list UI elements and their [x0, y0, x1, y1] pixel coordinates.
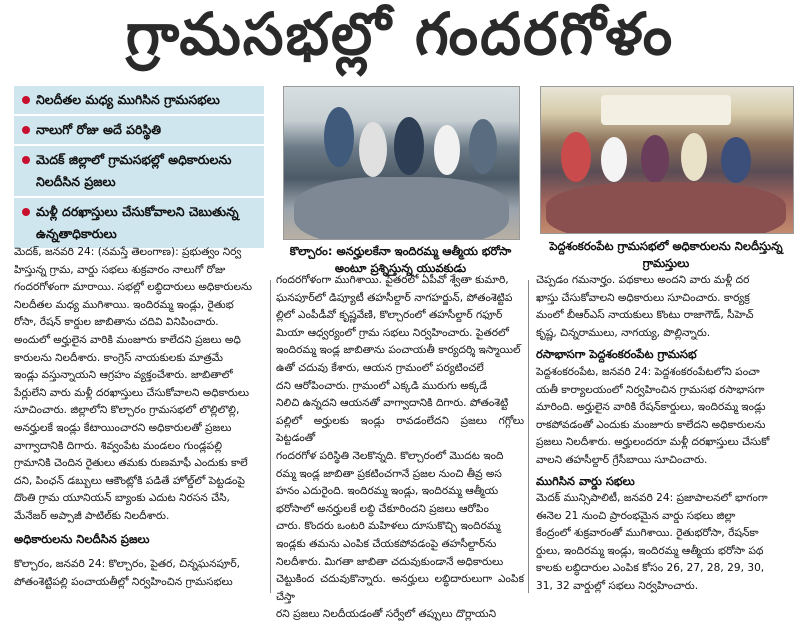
- text-line: ఉతో చదువు కేశారు, ఆయన గ్రామంలో పర్యటించలే: [276, 361, 484, 374]
- text-line: అందులో అర్హులైన వారికి మంజూరు కాలేదని ప్రజలు అధి: [14, 333, 241, 346]
- text-line: పేర్లులేని వారు మళ్లీ దరఖాస్తులు చేసుకోవాలని అధికారులు: [14, 386, 250, 399]
- text-line: చెట్టుకింద చదువుకొన్నారు. అనర్హులు లబ్ధిదారులుగా ఎంపిక చేస్తా: [276, 573, 524, 603]
- text-line: కాలకు లబ్ధిదారుల ఎంపిక కోసం 26, 27, 28, 29, 30,: [536, 562, 765, 575]
- text-line: ఇండ్లకు తమను ఎంపిక చేయకపోవడంపై తహసీల్దార్‌ను: [276, 537, 497, 550]
- bullet-dot-icon: [22, 208, 30, 216]
- text-line: పెద్దశంకరంపేట, జనవరి 24: పెద్దశంకరంపేటలోని పంచా: [536, 366, 760, 378]
- text-line: ఘనపూర్‌లో డిప్యూటీ తహసీల్దార్ నాగహర్జున్, పోతంశెట్టిప: [276, 291, 513, 304]
- column-divider: [270, 280, 271, 593]
- text-line: ఈనెల 21 నుంచి ప్రారంభమైన వార్డు సభలు జిల్లా: [536, 509, 736, 522]
- article-column-3-section-2: [536, 364, 792, 470]
- text-line: రాకపోవడంతో ఎందుకు మంజూరు కాలేదని అధికారులను: [536, 418, 766, 431]
- article-column-2: [276, 272, 524, 624]
- text-line: గందరగోళ పరిస్థితి నెలకొన్నది. కొల్చారంలో మొదట ఇంది: [276, 449, 504, 462]
- text-line: చెప్పడం గమనార్హం. పథకాలు అందని వారు మళ్లీ దర: [536, 274, 750, 286]
- highlight-text: నాలుగో రోజు అదే పరిస్థితి: [36, 122, 161, 137]
- text-line: నిలిచి ఉన్నదని ఆయనతో వాగ్వాదానికి దిగారు. పోతంశెట్టి: [276, 397, 509, 410]
- text-line: దొంతి గ్రామ యూనియన్ బ్యాంకు ఎదుట నిరసన చేసి,: [14, 492, 230, 505]
- bullet-dot-icon: [22, 96, 30, 104]
- text-line: నిలదీతల మధ్య ముగిశాయి. ఇందిరమ్మ ఇండ్లు, రైతుభ: [14, 298, 234, 311]
- text-line: వాగ్వాదానికి దిగారు. శివ్వంపేట మండలం గుండ్లపల్లి: [14, 439, 222, 452]
- text-line: మంలో బీఆర్ఎస్ నాయకులు కొంటు రాజాగౌడ్, సీహెచ్: [536, 309, 754, 322]
- text-line: రోసా, రేషన్ కార్డుల జాబితాను చదివి వినిపించారు.: [14, 316, 219, 329]
- text-line: 31, 32 వార్డుల్లో సభలు నిర్వహించారు.: [536, 579, 699, 592]
- text-line: గందరగోళంగా మారాయి. సభల్లో లబ్ధిదారులు అధికారులను: [14, 281, 253, 294]
- text-line: ప్రజలు నిలదీశారు. అర్హులందరూ మళ్లీ దరఖాస్తులు చేసుకో: [536, 436, 770, 449]
- text-line: పోతంశెట్టిపల్లి పంచాయతీల్లో నిర్వహించిన గ్రామసభలు: [14, 575, 233, 588]
- text-line: హనం ఎదురైంది. ఇందిరమ్మ ఇండ్లు, ఇందిరమ్మ ఆత్మీయ: [276, 485, 499, 498]
- headline: గ్రామసభల్లో గందరగోళం: [125, 0, 675, 68]
- text-line: ఇందిరమ్మ ఇండ్ల జాబితాను పంచాయతీ కార్యదర్శి ఇస్మాయిల్: [276, 344, 521, 357]
- text-line: కారులను నిలదీశారు. కాంగ్రెస్ నాయకులకు మాత్రమే: [14, 351, 223, 364]
- subheading: ముగిసిన వార్డు సభలు: [536, 474, 635, 488]
- text-line: ల్లిలో ఎంపీడీవో కృష్ణవేణి, కొల్చారంలో తహసీల్దార్ గఫూర్: [276, 309, 503, 322]
- text-line: నిలదీశారు. మిగతా జాబితా చదువుకుండానే అధికారులు: [276, 555, 504, 568]
- text-line: గందరగోళంగా ముగిశాయి. పైతరలో ఏపీవో శ్వేతా కుమారి,: [276, 274, 509, 286]
- article-column-1: [14, 244, 266, 526]
- photo-caption: పెద్దశంకరంపేట గ్రామసభలో అధికారులను నిలదీస్తున్న గ్రామస్తులు: [549, 239, 783, 270]
- photo-gram-sabha-peddashankarampet: [540, 86, 794, 234]
- text-line: సూచించారు. జిల్లాలోని కొల్చారం గ్రామసభలో లొల్లిలొల్లి,: [14, 404, 240, 417]
- text-line: కేంద్రంలో శుక్రవారంతో ముగిశాయి. రైతుభరోసా, రేషన్‌కా: [536, 527, 759, 540]
- highlight-text: మళ్లీ దరఖాస్తులు చేసుకోవాలని చెబుతున్న ఉన్నతాధికారులు: [36, 204, 239, 241]
- subheading: అధికారులను నిలదీసిన ప్రజలు: [14, 532, 150, 546]
- text-line: అనర్హులకే ఇండ్లు కేటాయించారని అధికారులతో ప్రజలు: [14, 421, 232, 434]
- text-line: మియా ఆధ్వర్యంలో గ్రామ సభలు నిర్వహించారు. పైతరలో: [276, 326, 509, 339]
- text-line: భరోసాలో అనర్హులకే లబ్ధి చేకూరిందని ప్రజలు ఆరోపిం: [276, 502, 489, 515]
- highlight-text: మెదక్ జిల్లాలో గ్రామసభల్లో అధికారులను నిలదీసిన ప్రజలు: [36, 152, 232, 189]
- highlight-item: [14, 116, 264, 144]
- column-divider: [528, 280, 529, 593]
- bullet-dot-icon: [22, 156, 30, 164]
- bullet-dot-icon: [22, 126, 30, 134]
- photo-gram-sabha-kolcharam: [283, 86, 520, 240]
- text-line: వాలని తహసీల్దార్ గ్రేసీబాయి సూచించారు.: [536, 453, 708, 466]
- text-line: హిస్తున్న గ్రామ, వార్డు సభలు శుక్రవారం నాలుగో రోజు: [14, 263, 226, 276]
- text-line: మేనేజర్ అప్పాజీ పాటిల్‌కు నిలదీశారు.: [14, 509, 170, 522]
- text-line: పల్లిలో అర్హులకు ఇండ్లు రావడంలేదని ప్రజలు గగ్గోలు పెట్టడంతో: [276, 414, 524, 445]
- text-line: దని, పింఛన్ డబ్బులు ఆకౌంట్లోకి పడితే హోల్డ్‌లో పెట్టడంపై: [14, 474, 245, 487]
- highlight-text: నిలదీతల మధ్య ముగిసిన గ్రామసభలు: [36, 92, 220, 107]
- text-line: గ్రామానికి చెందిన రైతులు తమకు రుణమాఫీ ఎందుకు కాలే: [14, 457, 248, 470]
- text-line: ఖాస్తు చేసుకోవాలని అధికారులు సూచించారు. కార్యక్ర: [536, 291, 750, 304]
- subheading: రసాభాసగా పెద్దశంకరంపేట గ్రామసభ: [536, 347, 697, 361]
- highlight-item: [14, 146, 264, 196]
- highlight-item: [14, 198, 264, 248]
- text-line: రమ్మ ఇండ్ల జాబితా ప్రకటించగానే ప్రజల నుంచి తీవ్ర అస: [276, 467, 502, 480]
- text-line: కొల్చారం, జనవరి 24: కొల్చారం, పైతర, చిన్నఘనపూర్,: [14, 558, 241, 570]
- text-line: మారింది. అర్హులైన వారికి రేషన్‌కార్డులు, ఇందిరమ్మ ఇండ్లు: [536, 401, 766, 414]
- text-line: దని ఆరోపించారు. గ్రామంలో ఎక్కడి మురుగు అక్కడే: [276, 379, 488, 392]
- text-line: మెదక్, జనవరి 24: (నమస్తే తెలంగాణ): ప్రభుత్వం నిర్వ: [14, 246, 242, 258]
- text-line: చారు. కొందరు ఒంటరి మహిళలు దూసుకొచ్చి ఇందిరమ్మ: [276, 520, 501, 533]
- article-column-3-section-3: [536, 490, 792, 596]
- text-line: మెదక్ మున్సిపాలిటీ, జనవరి 24: ప్రజాపాలనలో భాగంగా: [536, 492, 768, 504]
- article-column-1-tail: [14, 556, 266, 591]
- highlights-box: [14, 86, 264, 250]
- text-line: కృష్ణ, చిన్నరాములు, నాగయ్య, పొల్లిన్నారు.: [536, 326, 711, 339]
- text-line: యతీ కార్యాలయంలో నిర్వహించిన గ్రామసభ రసాభాసగా: [536, 383, 765, 396]
- text-line: ఇండ్లు వస్తున్నాయని ఆగ్రహం వ్యక్తంచేశారు. జాబితాలో: [14, 369, 233, 382]
- text-line: ర్డులు, ఇందిరమ్మ ఇండ్లు, ఇందిరమ్మ ఆత్మీయ భరోసా పథ: [536, 544, 764, 557]
- text-line: రని ప్రజలు నిలదీయడంతో సర్వేలో తప్పులు దొర్లాయని: [276, 608, 497, 621]
- highlight-item: [14, 86, 264, 114]
- photo-caption: కొల్చారం: అనర్హులకేనా ఇందిరమ్మ ఆత్మీయ భరోసా అంటూ ప్రశ్నిస్తున్న యువకుడు: [289, 244, 512, 275]
- article-column-3: [536, 272, 792, 342]
